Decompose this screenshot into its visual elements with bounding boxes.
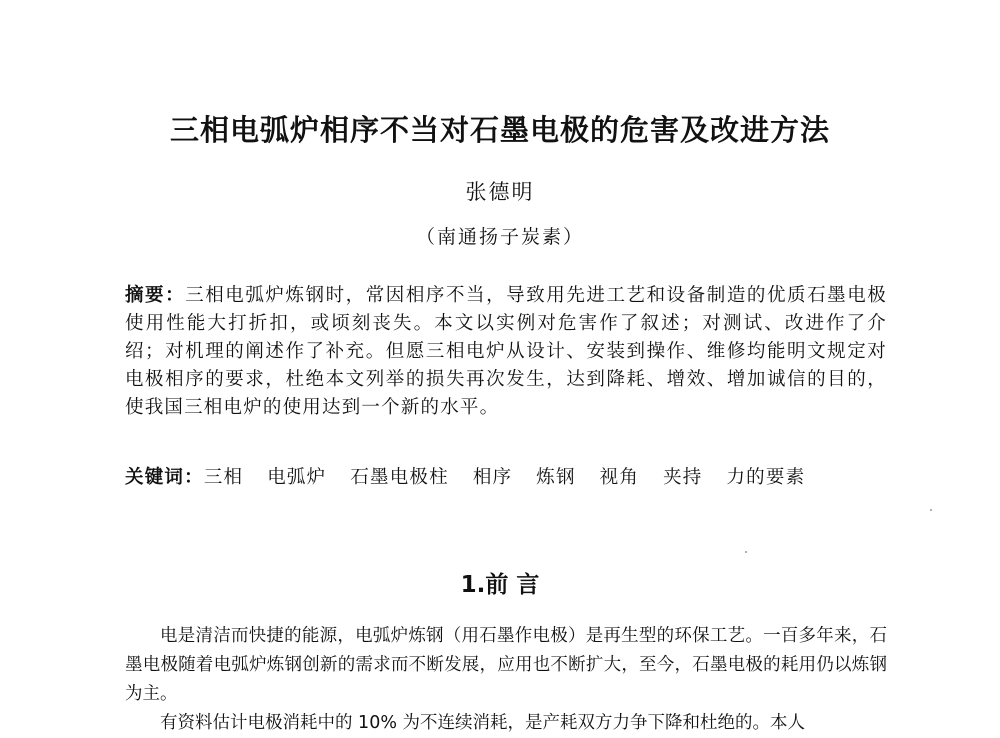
keywords [125,464,895,492]
paper-title: 三相电弧炉相序不当对石墨电极的危害及改进方法 [169,113,830,147]
keyword: 三相 [203,467,244,488]
scan-speck [745,551,747,553]
keyword: 力的要素 [726,467,806,488]
abstract-label: 摘要： [125,285,186,306]
keyword: 视角 [599,467,640,488]
author-name: 张德明 [465,180,535,204]
keyword: 夹持 [663,467,703,488]
paragraph: 有资料估计电极消耗中的 10% 为不连续消耗，是产耗双方力争下降和杜绝的。本人 [160,713,806,733]
abstract [125,282,887,422]
section-heading: 1.前 言 [460,572,540,598]
section-body [125,622,887,738]
keywords-label: 关键词： [125,467,204,488]
keyword: 石墨电极柱 [350,467,449,488]
scan-speck [930,509,932,511]
keyword: 相序 [472,467,513,488]
paragraph: 电是清洁而快捷的能源，电弧炉炼钢（用石墨作电极）是再生型的环保工艺。一百多年来，石墨电极随着电弧炉炼钢创新的需求而不断发展，应用也不断扩大，至今，石墨电极的耗用仍以炼钢为主。 [125,626,887,704]
keyword: 电弧炉 [267,467,327,488]
keyword: 炼钢 [536,467,576,488]
abstract-text: 三相电弧炉炼钢时，常因相序不当，导致用先进工艺和设备制造的优质石墨电极使用性能大打折扣，或顷刻丧失。本文以实例对危害作了叙述；对测试、改进作了介绍；对机理的阐述作了补充。但愿三相电炉从设计、安装到操作、维修均能明文规定对电极相序的要求，杜绝本文列举的损失再次发生，达到降耗、增效、增加诚信的目的，使我国三相电炉的使用达到一个新的水平。 [125,285,887,418]
author-affiliation: （南通扬子炭素） [415,226,584,248]
